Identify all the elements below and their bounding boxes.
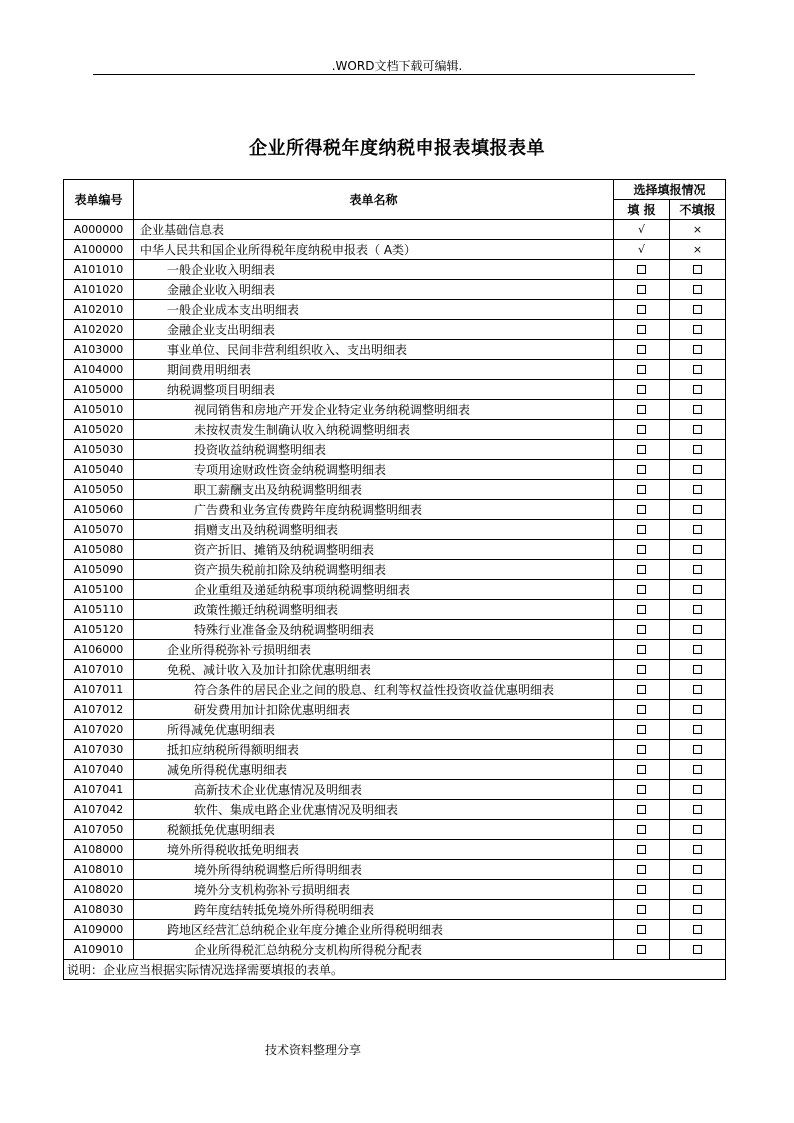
form-code: A105110 [64, 600, 134, 620]
nofill-checkbox[interactable] [693, 845, 702, 854]
table-row [64, 900, 726, 920]
fill-checkbox[interactable] [637, 305, 646, 314]
nofill-cell [670, 420, 726, 440]
form-name: 金融企业支出明细表 [134, 320, 614, 340]
fill-checkbox[interactable] [637, 625, 646, 634]
fill-cell [614, 640, 670, 660]
form-name: 政策性搬迁纳税调整明细表 [134, 600, 614, 620]
fill-checkbox[interactable] [637, 365, 646, 374]
nofill-checkbox[interactable] [693, 345, 702, 354]
form-code: A109010 [64, 940, 134, 960]
fill-cell [614, 580, 670, 600]
form-name: 投资收益纳税调整明细表 [134, 440, 614, 460]
fill-checkbox[interactable] [637, 485, 646, 494]
table-body [64, 220, 726, 960]
table-row [64, 780, 726, 800]
form-code: A105010 [64, 400, 134, 420]
nofill-checkbox[interactable] [693, 425, 702, 434]
form-code: A100000 [64, 240, 134, 260]
fill-cell [614, 780, 670, 800]
nofill-cell [670, 940, 726, 960]
table-row [64, 720, 726, 740]
form-code: A101010 [64, 260, 134, 280]
column-header-code: 表单编号 [64, 180, 134, 220]
fill-checkbox[interactable] [637, 665, 646, 674]
fill-checkbox[interactable] [637, 605, 646, 614]
table-row [64, 760, 726, 780]
table-row [64, 340, 726, 360]
nofill-checkbox[interactable] [693, 825, 702, 834]
nofill-cell [670, 680, 726, 700]
table-row [64, 840, 726, 860]
fill-checkbox[interactable] [637, 945, 646, 954]
form-name: 跨年度结转抵免境外所得税明细表 [134, 900, 614, 920]
nofill-checkbox[interactable] [693, 445, 702, 454]
table-row [64, 800, 726, 820]
page-footer: 技术资料整理分享 [264, 1043, 361, 1057]
form-name: 研发费用加计扣除优惠明细表 [134, 700, 614, 720]
nofill-cell [670, 520, 726, 540]
form-name: 符合条件的居民企业之间的股息、红利等权益性投资收益优惠明细表 [134, 680, 614, 700]
table-row [64, 280, 726, 300]
table-row [64, 380, 726, 400]
fill-checkbox[interactable] [637, 725, 646, 734]
check-mark: √ [614, 240, 670, 260]
fill-checkbox[interactable] [637, 525, 646, 534]
table-row [64, 360, 726, 380]
form-name: 捐赠支出及纳税调整明细表 [134, 520, 614, 540]
nofill-cell [670, 780, 726, 800]
fill-cell [614, 260, 670, 280]
fill-cell [614, 560, 670, 580]
form-name: 跨地区经营汇总纳税企业年度分摊企业所得税明细表 [134, 920, 614, 940]
nofill-cell [670, 800, 726, 820]
table-row [64, 820, 726, 840]
nofill-cell [670, 360, 726, 380]
form-code: A102010 [64, 300, 134, 320]
form-code: A108020 [64, 880, 134, 900]
fill-checkbox[interactable] [637, 285, 646, 294]
table-row [64, 520, 726, 540]
fill-checkbox[interactable] [637, 925, 646, 934]
fill-checkbox[interactable] [637, 885, 646, 894]
nofill-checkbox[interactable] [693, 405, 702, 414]
nofill-cell [670, 320, 726, 340]
table-row [64, 240, 726, 260]
fill-cell [614, 840, 670, 860]
fill-cell [614, 800, 670, 820]
nofill-checkbox[interactable] [693, 905, 702, 914]
fill-checkbox[interactable] [637, 765, 646, 774]
nofill-checkbox[interactable] [693, 265, 702, 274]
fill-checkbox[interactable] [637, 745, 646, 754]
nofill-cell [670, 300, 726, 320]
nofill-checkbox[interactable] [693, 765, 702, 774]
fill-cell [614, 680, 670, 700]
table-row [64, 920, 726, 940]
form-code: A105030 [64, 440, 134, 460]
nofill-cell [670, 820, 726, 840]
fill-cell [614, 760, 670, 780]
form-name: 软件、集成电路企业优惠情况及明细表 [134, 800, 614, 820]
nofill-checkbox[interactable] [693, 805, 702, 814]
nofill-checkbox[interactable] [693, 505, 702, 514]
nofill-checkbox[interactable] [693, 625, 702, 634]
form-name: 职工薪酬支出及纳税调整明细表 [134, 480, 614, 500]
table-row [64, 480, 726, 500]
table-row [64, 660, 726, 680]
nofill-cell [670, 260, 726, 280]
fill-checkbox[interactable] [637, 905, 646, 914]
form-name: 资产损失税前扣除及纳税调整明细表 [134, 560, 614, 580]
nofill-cell [670, 920, 726, 940]
form-name: 期间费用明细表 [134, 360, 614, 380]
fill-cell [614, 820, 670, 840]
form-code: A106000 [64, 640, 134, 660]
form-name: 企业所得税弥补亏损明细表 [134, 640, 614, 660]
fill-checkbox[interactable] [637, 805, 646, 814]
form-code: A107012 [64, 700, 134, 720]
nofill-cell [670, 600, 726, 620]
form-code: A107011 [64, 680, 134, 700]
form-code: A102020 [64, 320, 134, 340]
table-row [64, 740, 726, 760]
fill-cell [614, 360, 670, 380]
fill-cell [614, 400, 670, 420]
fill-cell [614, 700, 670, 720]
form-code: A108030 [64, 900, 134, 920]
fill-cell [614, 660, 670, 680]
fill-checkbox[interactable] [637, 825, 646, 834]
nofill-checkbox[interactable] [693, 745, 702, 754]
table-row [64, 260, 726, 280]
fill-checkbox[interactable] [637, 565, 646, 574]
nofill-checkbox[interactable] [693, 945, 702, 954]
table-row [64, 940, 726, 960]
table-row [64, 320, 726, 340]
nofill-cell [670, 340, 726, 360]
nofill-cell [670, 660, 726, 680]
fill-cell [614, 440, 670, 460]
fill-checkbox[interactable] [637, 785, 646, 794]
column-header-choice: 选择填报情况 [614, 180, 726, 200]
form-code: A105070 [64, 520, 134, 540]
nofill-checkbox[interactable] [693, 925, 702, 934]
form-name: 未按权责发生制确认收入纳税调整明细表 [134, 420, 614, 440]
fill-cell [614, 720, 670, 740]
nofill-checkbox[interactable] [693, 325, 702, 334]
fill-cell [614, 480, 670, 500]
header-rule [93, 74, 695, 75]
form-code: A105100 [64, 580, 134, 600]
form-name: 金融企业收入明细表 [134, 280, 614, 300]
fill-checkbox[interactable] [637, 685, 646, 694]
table-row [64, 620, 726, 640]
fill-cell [614, 860, 670, 880]
nofill-checkbox[interactable] [693, 365, 702, 374]
table-row [64, 300, 726, 320]
nofill-cell [670, 400, 726, 420]
table-row [64, 560, 726, 580]
form-code: A000000 [64, 220, 134, 240]
nofill-checkbox[interactable] [693, 385, 702, 394]
form-name: 减免所得税优惠明细表 [134, 760, 614, 780]
nofill-cell [670, 580, 726, 600]
form-name: 境外所得税收抵免明细表 [134, 840, 614, 860]
nofill-checkbox[interactable] [693, 285, 702, 294]
fill-cell [614, 740, 670, 760]
form-code: A105120 [64, 620, 134, 640]
fill-checkbox[interactable] [637, 385, 646, 394]
fill-cell [614, 540, 670, 560]
cross-mark: × [670, 220, 726, 240]
fill-cell [614, 300, 670, 320]
form-code: A107050 [64, 820, 134, 840]
form-code: A105050 [64, 480, 134, 500]
nofill-cell [670, 560, 726, 580]
form-name: 抵扣应纳税所得额明细表 [134, 740, 614, 760]
fill-cell [614, 320, 670, 340]
nofill-cell [670, 540, 726, 560]
fill-cell [614, 620, 670, 640]
nofill-checkbox[interactable] [693, 485, 702, 494]
table-row [64, 860, 726, 880]
fill-checkbox[interactable] [637, 405, 646, 414]
nofill-checkbox[interactable] [693, 465, 702, 474]
nofill-checkbox[interactable] [693, 565, 702, 574]
fill-checkbox[interactable] [637, 505, 646, 514]
form-name: 企业基础信息表 [134, 220, 614, 240]
table-row [64, 500, 726, 520]
form-name: 特殊行业准备金及纳税调整明细表 [134, 620, 614, 640]
form-code: A105000 [64, 380, 134, 400]
form-list-table [63, 179, 726, 980]
table-row [64, 400, 726, 420]
table-row [64, 640, 726, 660]
fill-checkbox[interactable] [637, 705, 646, 714]
nofill-checkbox[interactable] [693, 545, 702, 554]
column-header-name: 表单名称 [134, 180, 614, 220]
form-name: 一般企业成本支出明细表 [134, 300, 614, 320]
form-name: 专项用途财政性资金纳税调整明细表 [134, 460, 614, 480]
fill-checkbox[interactable] [637, 585, 646, 594]
form-code: A107020 [64, 720, 134, 740]
nofill-cell [670, 480, 726, 500]
form-code: A109000 [64, 920, 134, 940]
form-name: 企业所得税汇总纳税分支机构所得税分配表 [134, 940, 614, 960]
fill-checkbox[interactable] [637, 445, 646, 454]
nofill-checkbox[interactable] [693, 885, 702, 894]
nofill-cell [670, 860, 726, 880]
nofill-checkbox[interactable] [693, 725, 702, 734]
form-name: 一般企业收入明细表 [134, 260, 614, 280]
form-name: 境外分支机构弥补亏损明细表 [134, 880, 614, 900]
column-header-fill: 填 报 [614, 200, 670, 220]
nofill-cell [670, 740, 726, 760]
fill-checkbox[interactable] [637, 265, 646, 274]
fill-checkbox[interactable] [637, 645, 646, 654]
nofill-cell [670, 620, 726, 640]
nofill-cell [670, 440, 726, 460]
nofill-checkbox[interactable] [693, 305, 702, 314]
table-row [64, 680, 726, 700]
form-code: A107041 [64, 780, 134, 800]
table-row [64, 420, 726, 440]
table-row [64, 460, 726, 480]
nofill-checkbox[interactable] [693, 525, 702, 534]
form-code: A105060 [64, 500, 134, 520]
fill-cell [614, 340, 670, 360]
form-code: A105040 [64, 460, 134, 480]
nofill-cell [670, 840, 726, 860]
table-row [64, 880, 726, 900]
nofill-checkbox[interactable] [693, 785, 702, 794]
form-code: A108000 [64, 840, 134, 860]
table-row [64, 440, 726, 460]
fill-cell [614, 460, 670, 480]
form-code: A107040 [64, 760, 134, 780]
nofill-cell [670, 720, 726, 740]
nofill-cell [670, 760, 726, 780]
form-code: A103000 [64, 340, 134, 360]
nofill-checkbox[interactable] [693, 865, 702, 874]
form-name: 纳税调整项目明细表 [134, 380, 614, 400]
nofill-cell [670, 700, 726, 720]
table-row [64, 540, 726, 560]
nofill-cell [670, 380, 726, 400]
form-code: A107010 [64, 660, 134, 680]
fill-cell [614, 280, 670, 300]
document-title: 企业所得税年度纳税申报表填报表单 [249, 138, 545, 159]
nofill-checkbox[interactable] [693, 685, 702, 694]
column-header-nofill: 不填报 [670, 200, 726, 220]
fill-cell [614, 600, 670, 620]
form-code: A104000 [64, 360, 134, 380]
table-row [64, 220, 726, 240]
nofill-cell [670, 280, 726, 300]
fill-cell [614, 920, 670, 940]
fill-cell [614, 900, 670, 920]
nofill-checkbox[interactable] [693, 665, 702, 674]
table-note: 说明：企业应当根据实际情况选择需要填报的表单。 [64, 960, 726, 980]
fill-checkbox[interactable] [637, 465, 646, 474]
nofill-cell [670, 640, 726, 660]
form-code: A105020 [64, 420, 134, 440]
nofill-checkbox[interactable] [693, 645, 702, 654]
form-name: 免税、减计收入及加计扣除优惠明细表 [134, 660, 614, 680]
fill-checkbox[interactable] [637, 425, 646, 434]
form-code: A105090 [64, 560, 134, 580]
nofill-checkbox[interactable] [693, 585, 702, 594]
form-name: 企业重组及递延纳税事项纳税调整明细表 [134, 580, 614, 600]
form-code: A101020 [64, 280, 134, 300]
table-row [64, 700, 726, 720]
form-name: 中华人民共和国企业所得税年度纳税申报表（ A类） [134, 240, 614, 260]
form-name: 税额抵免优惠明细表 [134, 820, 614, 840]
table-row [64, 600, 726, 620]
nofill-cell [670, 460, 726, 480]
fill-cell [614, 940, 670, 960]
fill-checkbox[interactable] [637, 845, 646, 854]
cross-mark: × [670, 240, 726, 260]
fill-checkbox[interactable] [637, 545, 646, 554]
form-name: 广告费和业务宣传费跨年度纳税调整明细表 [134, 500, 614, 520]
form-name: 境外所得纳税调整后所得明细表 [134, 860, 614, 880]
form-code: A108010 [64, 860, 134, 880]
table-row [64, 580, 726, 600]
form-name: 事业单位、民间非营利组织收入、支出明细表 [134, 340, 614, 360]
form-name: 所得减免优惠明细表 [134, 720, 614, 740]
nofill-cell [670, 500, 726, 520]
fill-cell [614, 880, 670, 900]
page-header: .WORD文档下载可编辑. [331, 59, 463, 73]
form-name: 资产折旧、摊销及纳税调整明细表 [134, 540, 614, 560]
form-code: A107030 [64, 740, 134, 760]
form-name: 视同销售和房地产开发企业特定业务纳税调整明细表 [134, 400, 614, 420]
form-name: 高新技术企业优惠情况及明细表 [134, 780, 614, 800]
fill-cell [614, 520, 670, 540]
fill-checkbox[interactable] [637, 345, 646, 354]
fill-checkbox[interactable] [637, 865, 646, 874]
form-code: A105080 [64, 540, 134, 560]
nofill-cell [670, 900, 726, 920]
nofill-cell [670, 880, 726, 900]
fill-checkbox[interactable] [637, 325, 646, 334]
check-mark: √ [614, 220, 670, 240]
fill-cell [614, 420, 670, 440]
form-code: A107042 [64, 800, 134, 820]
fill-cell [614, 500, 670, 520]
nofill-checkbox[interactable] [693, 605, 702, 614]
fill-cell [614, 380, 670, 400]
nofill-checkbox[interactable] [693, 705, 702, 714]
